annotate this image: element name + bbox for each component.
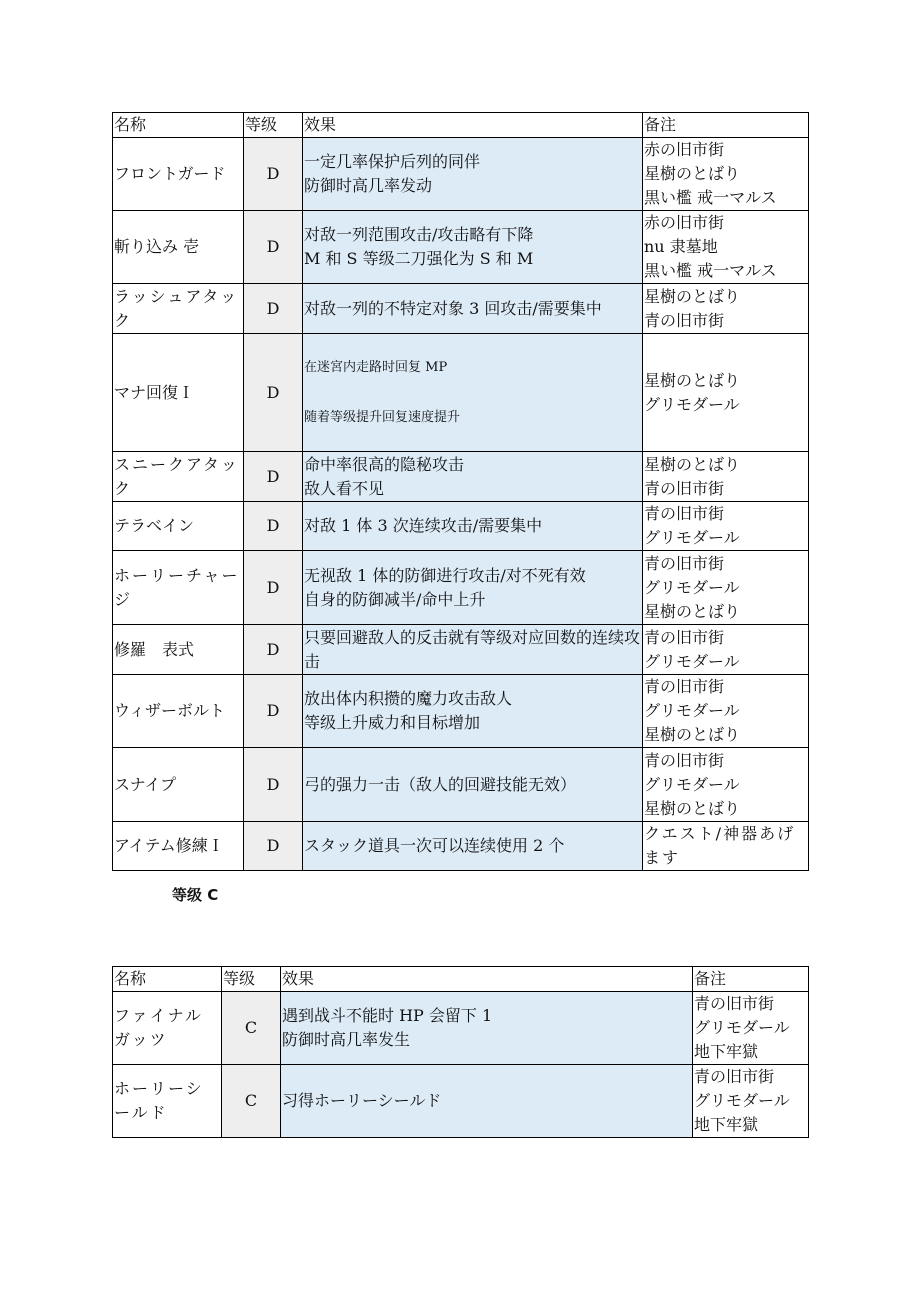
skill-name-text: アイテム修練Ｉ [114,836,224,855]
skill-level: D [244,502,303,551]
table-row [113,822,809,871]
skill-effect [303,822,643,871]
table-row [113,452,809,502]
skill-level: D [244,284,303,334]
note-line: グリモダール [644,651,740,671]
skill-name [113,138,244,211]
note-line: グリモダール [644,577,740,597]
effect-line: 在迷宮内走路时回复 MP [304,359,448,375]
effect-line: 一定几率保护后列的同伴 [304,152,481,171]
table-row [113,992,809,1065]
note-line: 星樹のとばり [644,454,741,474]
skill-effect [281,1065,693,1138]
skill-name [113,452,244,502]
effect-line: 等级上升威力和目标增加 [304,713,481,732]
skill-name-text: ラッシュアタック [114,286,239,330]
note-line: 青の旧市街 [644,627,725,647]
skill-note [643,748,809,822]
effect-line: 无视敌 1 体的防御进行攻击/对不死有效 [304,565,586,585]
effect-line: 弓的强力一击（敌人的回避技能无效） [304,774,577,794]
skill-name-text: スニークアタック [114,454,239,498]
note-line: 地下牢獄 [694,1115,759,1134]
skill-effect [303,211,643,284]
note-line: 星樹のとばり [644,286,741,306]
header-name: 名称 [113,113,244,138]
skill-name [113,211,244,284]
table-row [113,502,809,551]
note-line: グリモダール [644,774,740,794]
skill-effect [303,551,643,625]
skill-name-text: ホーリーシールド [114,1079,204,1122]
effect-line: 习得ホーリーシールド [282,1091,442,1110]
skill-effect [303,502,643,551]
effect-line: 遇到战斗不能时 HP 会留下 1 [282,1006,493,1025]
skill-level: D [244,452,303,502]
skill-effect [303,675,643,748]
header-note: 备注 [693,967,809,992]
skill-note [643,675,809,748]
skill-level: D [244,675,303,748]
skill-level: C [222,992,281,1065]
skill-level: C [222,1065,281,1138]
skill-note [643,452,809,502]
skill-name [113,992,222,1065]
skill-name [113,1065,222,1138]
skill-level: D [244,334,303,452]
note-line: 赤の旧市街 [644,140,725,159]
note-line: 地下牢獄 [694,1042,759,1061]
note-line: 青の旧市街 [644,478,725,498]
skill-level: D [244,211,303,284]
table-header-row [113,113,809,138]
note-line: 青の旧市街 [644,677,725,696]
effect-line: 对敌一列范围攻击/攻击略有下降 [304,225,534,244]
table-header-row [113,967,809,992]
note-line: 青の旧市街 [644,553,725,573]
skill-note [643,138,809,211]
table-row [113,625,809,675]
skill-note [693,992,809,1065]
effect-line: 对敌一列的不特定对象 3 回攻击/需要集中 [304,298,602,318]
skill-name-text: 修羅 表式 [114,639,195,659]
skill-effect [303,138,643,211]
skill-note [643,211,809,284]
skill-name [113,334,244,452]
note-line: 星樹のとばり [644,725,741,744]
note-line: 星樹のとばり [644,798,741,818]
header-name: 名称 [113,967,222,992]
note-line: 青の旧市街 [694,994,775,1013]
skill-note [693,1065,809,1138]
skill-effect [303,625,643,675]
effect-line: 自身的防御减半/命中上升 [304,589,486,609]
table-row [113,748,809,822]
effect-line: 命中率很高的隐秘攻击 [304,454,465,474]
note-line: 青の旧市街 [644,310,725,330]
header-level: 等级 [222,967,281,992]
effect-line: 对敌 1 体 3 次连续攻击/需要集中 [304,516,543,535]
note-line: 青の旧市街 [644,750,725,770]
header-level: 等级 [244,113,303,138]
skill-name [113,748,244,822]
note-line: グリモダール [644,394,740,414]
skill-note [643,502,809,551]
note-line: グリモダール [694,1018,790,1037]
skill-effect [303,452,643,502]
note-line: 赤の旧市街 [644,213,725,232]
skill-name-text: マナ回復Ｉ [114,382,195,402]
skill-name-text: スナイプ [114,774,177,794]
skill-name [113,822,244,871]
skill-note [643,625,809,675]
skill-note [643,284,809,334]
note-line: グリモダール [644,528,740,547]
skill-name-text: テラベイン [114,516,195,535]
skill-name [113,284,244,334]
note-line: 黒い檻 戒一マルス [644,188,777,207]
skill-name-text: ホーリーチャージ [114,565,240,609]
skill-effect [303,334,643,452]
effect-line: 只要回避敌人的反击就有等级对应回数的连续攻击 [304,627,641,671]
skill-effect [303,748,643,822]
skill-name [113,502,244,551]
section-heading: 等级 C [172,886,219,904]
effect-line: 随着等级提升回复速度提升 [304,409,461,425]
effect-line: 敌人看不见 [304,478,385,498]
skill-name-text: ファイナルガッツ [114,1006,203,1049]
effect-line: M 和 S 等级二刀强化为 S 和 M [304,249,534,268]
table-row [113,551,809,625]
skill-level: D [244,138,303,211]
skill-name-text: 斬り込み 壱 [114,237,200,256]
skill-note [643,551,809,625]
effect-line: 放出体内积攒的魔力攻击敌人 [304,689,513,708]
note-line: グリモダール [694,1091,790,1110]
skill-effect [303,284,643,334]
note-line: 星樹のとばり [644,164,741,183]
table-row [113,211,809,284]
skill-name-text: ウィザーボルト [114,701,226,720]
note-line: nu 隶墓地 [644,237,718,256]
note-line: 青の旧市街 [644,504,725,523]
table-row [113,284,809,334]
skill-name [113,551,244,625]
note-line: クエスト/神器あげます [644,824,796,867]
table-row [113,334,809,452]
skill-table-c [112,966,809,1138]
header-effect: 效果 [303,113,643,138]
effect-line: 防御时高几率发动 [304,176,433,195]
skill-level: D [244,822,303,871]
skill-level: D [244,748,303,822]
table-row [113,138,809,211]
table-row [113,1065,809,1138]
skill-level: D [244,625,303,675]
effect-line: 防御时高几率发生 [282,1030,411,1049]
skill-name [113,675,244,748]
note-line: 星樹のとばり [644,370,741,390]
effect-line: スタック道具一次可以连续使用 2 个 [304,836,565,855]
skill-note [643,822,809,871]
note-line: 星樹のとばり [644,601,741,621]
skill-name [113,625,244,675]
skill-name-text: フロントガード [114,164,226,183]
skill-note [643,334,809,452]
note-line: 黒い檻 戒一マルス [644,261,777,280]
note-line: 青の旧市街 [694,1067,775,1086]
note-line: グリモダール [644,701,740,720]
skill-effect [281,992,693,1065]
table-row [113,675,809,748]
header-note: 备注 [643,113,809,138]
header-effect: 效果 [281,967,693,992]
skill-level: D [244,551,303,625]
skill-table-d [112,112,809,871]
